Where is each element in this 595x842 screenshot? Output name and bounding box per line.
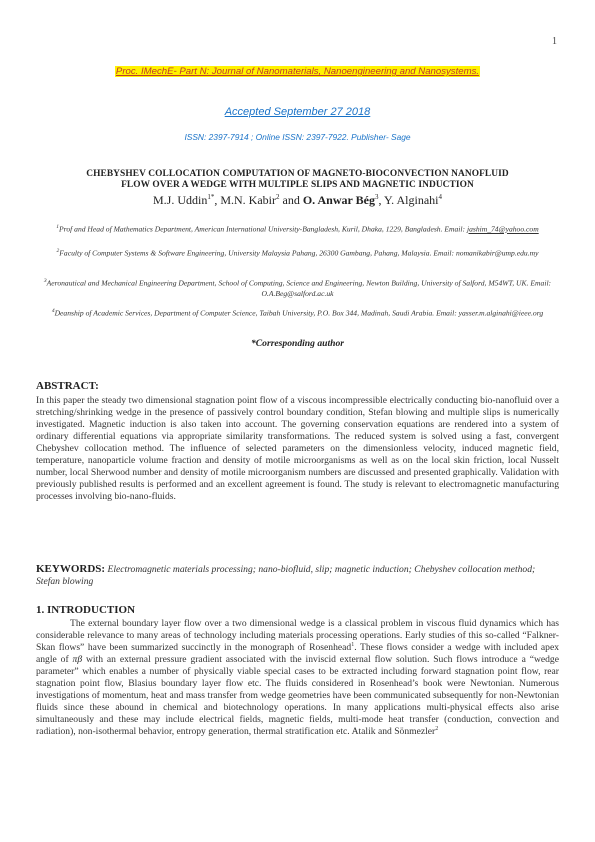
author-4-sup: 4 [438, 193, 442, 201]
paper-title [40, 169, 555, 191]
affiliation-1-text: Prof and Head of Mathematics Department, American International University-Bangladesh, Kuril, Dhaka, 1229, Bangladesh. [59, 224, 443, 234]
journal-name-text: Proc. IMechE- Part N: Journal of Nanomaterials, Nanoengineering and Nanosystems. [115, 66, 480, 77]
accepted-date: Accepted September 27 2018 [224, 106, 371, 118]
affiliation-3 [40, 276, 555, 300]
affiliation-2-email[interactable]: nomanikabir@ump.edu.my [455, 248, 539, 258]
affiliation-3-email[interactable]: O.A.Beg@salford.ac.uk [261, 289, 334, 299]
paper-title-line-2: FLOW OVER A WEDGE WITH MULTIPLE SLIPS AND MAGNETIC INDUCTION [121, 180, 474, 190]
introduction-paragraph [36, 618, 559, 738]
abstract-heading: ABSTRACT: [36, 380, 99, 392]
citation-2[interactable]: 2 [435, 726, 439, 733]
page-number: 1 [552, 36, 557, 47]
author-1-sup: 1* [207, 193, 215, 201]
affiliation-4-email-label: Email: [436, 308, 457, 318]
affiliation-1 [40, 222, 555, 235]
keywords-text: Electromagnetic materials processing; nano-biofluid, slip; magnetic induction; Chebyshev collocation method; Stefan blowing [36, 564, 536, 587]
author-1: M.J. Uddin [153, 193, 208, 207]
journal-name [0, 66, 595, 77]
affiliation-1-email[interactable]: jashim_74@yahoo.com [466, 224, 539, 234]
affiliation-1-sup: 1 [56, 224, 60, 230]
keywords-label: KEYWORDS: [36, 563, 106, 575]
intro-part-3: with an external pressure gradient associated with the inviscid external flow solution. Such flows introduce a “wedge parameter” which enables a number of physically viable special cases to be extracted including forward stagnation point flow, rear stagnation point flow, Blasius boundary layer flow etc. The fluids considered in Rosenhead’s book were Newtonian. Numerous investigations of momentum, heat and mass transfer from wedge geometries have been communicated subsequently for non-Newtonian fluids since these abound in chemical and biotechnology operations. In many applications multi-physical effects also arise simultaneously and these may include electrical fields, magnetic fields, multi-mode heat transfer (conduction, convection and radiation), non-isothermal behavior, entropy generation, thermal stratification etc. Atalik and Sönmezler [36, 654, 559, 738]
affiliation-3-email-label: Email: [530, 278, 552, 288]
affiliation-2 [40, 246, 555, 259]
affiliation-4 [40, 306, 555, 319]
author-2: M.N. Kabir [220, 193, 277, 207]
paper-title-line-1: CHEBYSHEV COLLOCATION COMPUTATION OF MAGNETO-BIOCONVECTION NANOFLUID [86, 169, 509, 179]
introduction-text [36, 618, 559, 738]
author-2-sup: 2 [276, 193, 280, 201]
intro-part-1: The external boundary layer flow over a two dimensional wedge is a classical problem in viscous fluid dynamics which has considerable relevance to many areas of technology including materials processing operations. Early studies of this so-called “Falkner-Skan flows” have been summarized succinctly in the monograph of Rosenhead [36, 618, 559, 654]
affiliation-2-text: Faculty of Computer Systems & Software Engineering, University Malaysia Pahang, 26300 Gambang, Pahang, Malaysia. [59, 248, 432, 258]
affiliation-4-email[interactable]: yasser.m.alginahi@ieee.org [458, 308, 544, 318]
issn-line: ISSN: 2397-7914 ; Online ISSN: 2397-7922. Publisher- Sage [184, 132, 411, 142]
author-3-sup: 3 [374, 193, 379, 201]
author-and: and [282, 193, 300, 207]
author-4: Y. Alginahi [384, 193, 439, 207]
affiliation-3-text: Aeronautical and Mechanical Engineering Department, School of Computing, Science and Engineering, Newton Building, University of Salford, M54WT, UK. [46, 278, 529, 288]
introduction-heading: 1. INTRODUCTION [36, 604, 136, 616]
wedge-angle-symbol: πβ [72, 654, 83, 666]
intro-part-2: . These flows consider a wedge with included apex angle of [36, 642, 559, 666]
affiliation-2-email-label: Email: [433, 248, 455, 258]
keywords [36, 563, 559, 588]
abstract-text: In this paper the steady two dimensional stagnation point flow of a viscous incompressible electrically conducting bio-nanofluid over a stretching/shrinking wedge in the presence of passively control boundary condition, Stefan blowing and multiple slips is numerically investigated. Magnetic induction is also taken into account. The governing conservation equations are rendered into a system of ordinary differential equations via appropriate similarity transformations. The reduced system is solved using a fast, convergent Chebyshev collocation method. The influence of selected parameters on the dimensionless velocity, induced magnetic field, temperature, nanoparticle volume fraction and density of motile microorganisms as well as on the local skin friction, local Nusselt number, local Sherwood number and density of motile microorganism numbers are discussed and presented graphically. Validation with previously published results is performed and an excellent agreement is found. The study is relevant to electromagnetic manufacturing processes involving bio-nano-fluids. [36, 395, 559, 503]
citation-1[interactable]: 1 [351, 641, 355, 648]
corresponding-author-note: *Corresponding author [250, 338, 345, 349]
affiliation-4-text: Deanship of Academic Services, Department of Computer Science, Taibah University, P.O. Box 344, Madinah, Saudi Arabia. [54, 308, 435, 318]
affiliation-4-sup: 4 [51, 308, 55, 314]
affiliation-1-email-label: Email: [444, 224, 466, 234]
affiliation-3-sup: 3 [43, 278, 47, 284]
author-list: M.J. Uddin$^{1*}$, M.N. Kabir$^2$ and O. Anwar Bég$^3$, Y. Alginahi$^4$ [153, 193, 442, 207]
affiliation-2-sup: 2 [56, 248, 60, 254]
author-3: O. Anwar Bég [302, 193, 375, 207]
